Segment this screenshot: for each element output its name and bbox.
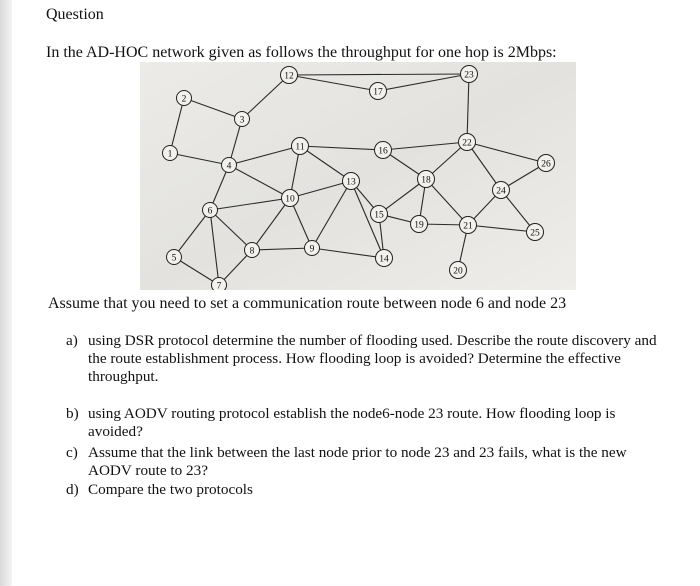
node-label: 18 — [421, 175, 431, 186]
part-a — [66, 332, 666, 386]
node-label: 22 — [462, 138, 472, 149]
assumption-text: Assume that you need to set a communication route between node 6 and node 23 — [48, 295, 567, 312]
node-label: 25 — [530, 228, 540, 239]
node-label: 20 — [453, 266, 463, 277]
node-label: 8 — [249, 246, 255, 257]
node-5 — [167, 250, 182, 265]
node-label: 14 — [379, 254, 389, 265]
node-label: 19 — [414, 220, 424, 231]
part-c-text: Assume that the link between the last node prior to node 23 and 23 fails, what is the new AODV route to 23? — [88, 444, 627, 479]
node-label: 13 — [346, 177, 356, 188]
part-b — [66, 405, 666, 441]
node-9 — [305, 241, 320, 256]
left-border — [0, 0, 12, 586]
question-intro: In the AD-HOC network given as follows the throughput for one hop is 2Mbps: — [46, 44, 557, 61]
node-label: 17 — [373, 87, 383, 98]
node-15 — [371, 206, 388, 223]
node-label: 4 — [226, 161, 232, 172]
node-label: 2 — [181, 94, 187, 105]
question-heading: Question — [46, 6, 104, 23]
part-b-text: using AODV routing protocol establish the node6-node 23 route. How flooding loop is avoided? — [88, 405, 616, 440]
node-2 — [177, 91, 192, 106]
node-22 — [459, 134, 476, 151]
node-label: 26 — [541, 159, 551, 170]
node-19 — [411, 216, 428, 233]
node-label: 5 — [171, 253, 177, 264]
part-d — [66, 481, 666, 499]
part-c-letter: c) — [66, 444, 78, 461]
node-label: 1 — [167, 149, 173, 160]
node-label: 9 — [309, 244, 315, 255]
node-25 — [527, 224, 544, 241]
node-6 — [203, 203, 218, 218]
network-diagram — [140, 62, 576, 290]
part-d-letter: d) — [66, 481, 79, 498]
node-label: 11 — [295, 142, 305, 153]
part-a-text: using DSR protocol determine the number of flooding used. Describe the route discovery and the route establishment process. How flooding loop is avoided? Determine the effective throughput. — [88, 332, 657, 385]
node-10 — [282, 190, 299, 207]
node-16 — [375, 142, 392, 159]
node-label: 10 — [285, 194, 295, 205]
node-17 — [370, 83, 387, 100]
node-23 — [461, 66, 478, 83]
node-14 — [376, 250, 393, 267]
node-label: 16 — [378, 146, 388, 157]
node-8 — [245, 243, 260, 258]
node-3 — [235, 112, 250, 127]
node-label: 7 — [216, 281, 222, 290]
node-4 — [222, 158, 237, 173]
part-c — [66, 444, 666, 480]
node-label: 21 — [463, 221, 473, 232]
node-label: 12 — [284, 71, 294, 82]
node-11 — [292, 138, 309, 155]
network-graph — [140, 62, 576, 290]
part-a-letter: a) — [66, 332, 78, 349]
node-26 — [538, 155, 555, 172]
node-12 — [281, 67, 298, 84]
node-label: 23 — [464, 70, 474, 81]
node-label: 6 — [207, 206, 213, 217]
node-21 — [460, 217, 477, 234]
node-20 — [450, 262, 467, 279]
node-label: 24 — [496, 186, 506, 197]
part-d-text: Compare the two protocols — [88, 481, 253, 498]
part-b-letter: b) — [66, 405, 79, 422]
node-label: 15 — [374, 210, 384, 221]
node-18 — [418, 171, 435, 188]
node-label: 3 — [239, 115, 245, 126]
node-24 — [493, 182, 510, 199]
node-13 — [343, 173, 360, 190]
node-1 — [163, 146, 178, 161]
node-7 — [212, 278, 227, 291]
